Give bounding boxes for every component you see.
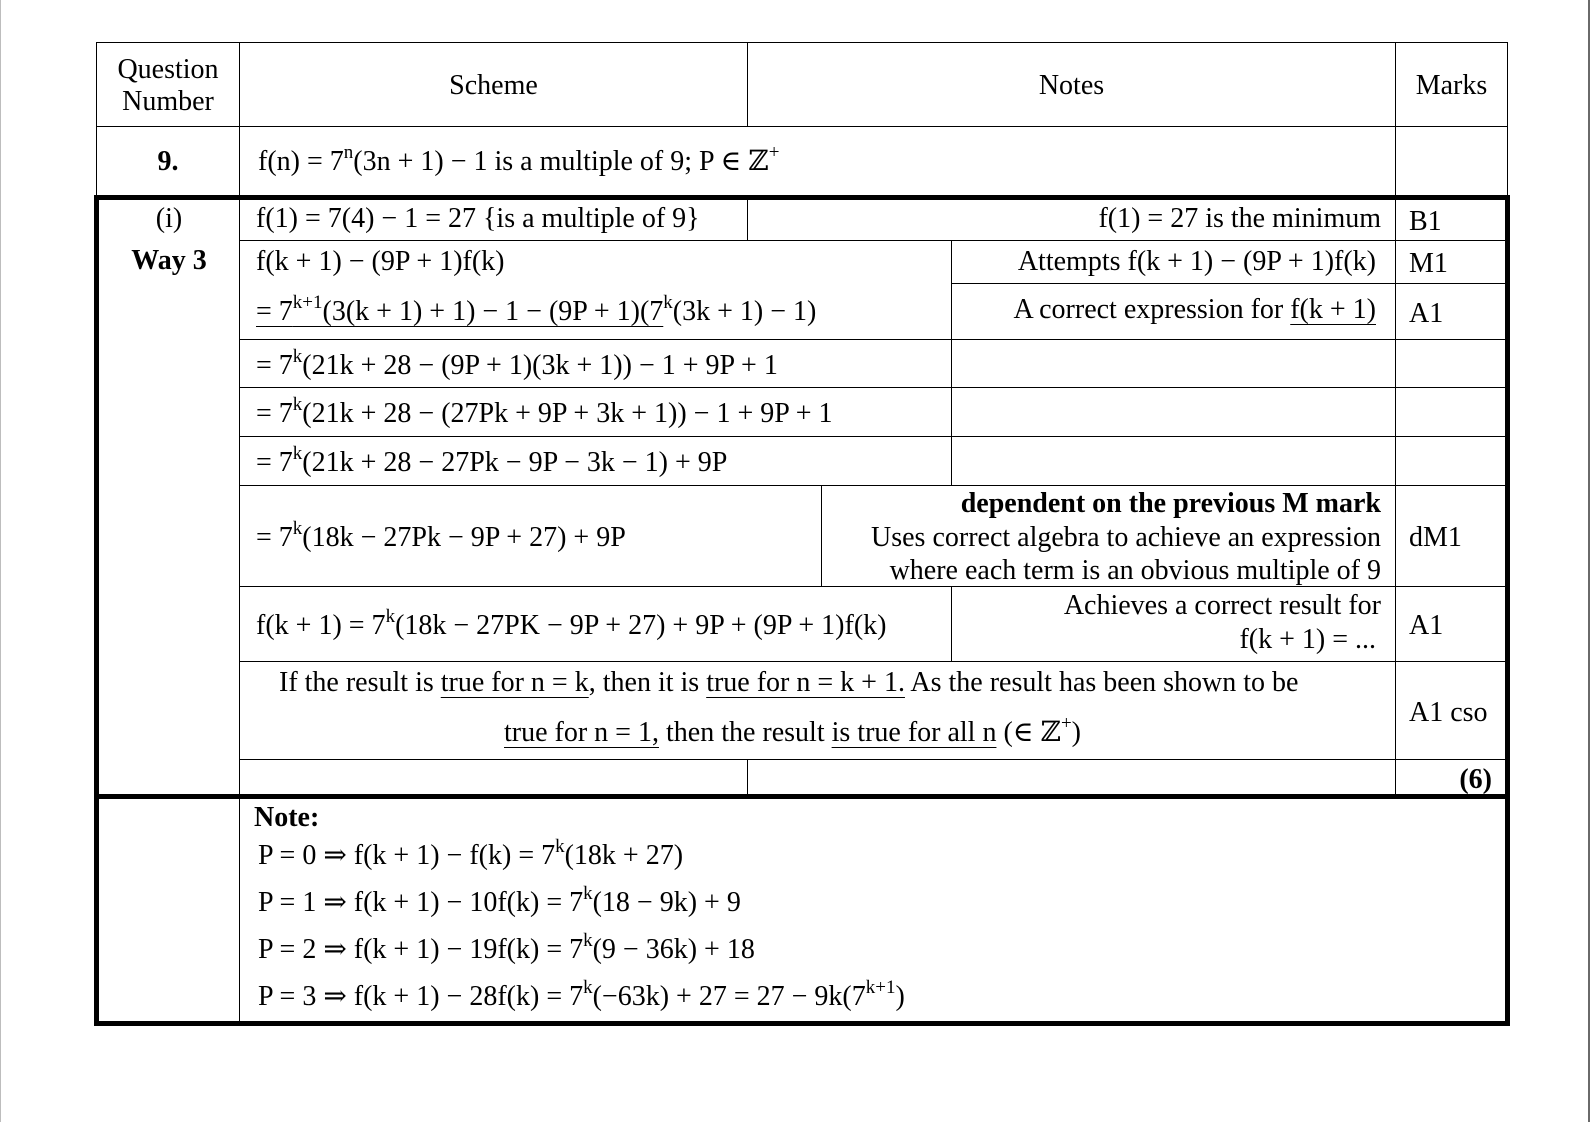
note-multiple: where each term is an obvious multiple of 9 [889,555,1381,586]
note-result-expr: f(k + 1) = ... [1239,624,1376,655]
note-p3: P = 3 ⇒ $f(k + 1) - 28f(k) = 7^k(-63k) + 27 = 27 - 9k(7^{k+1})$ [258,976,905,1012]
conclusion-line-2: true for n = 1, then the result is true for all n (∈ ℤ+) [504,712,1081,748]
mark-a1-second: A1 [1409,610,1444,641]
header-marks: Marks [1415,70,1488,101]
total-marks: (6) [1459,764,1492,795]
note-result: Achieves a correct result for [1063,590,1381,621]
note-line-3: A correct expression for f(k + 1) [1013,294,1376,325]
part-label: (i) [155,203,183,234]
header-notes: Notes [1038,70,1105,101]
scheme-line-7: = $7^k(18k - 27Pk - 9P + 27) + 9P$ [256,517,626,553]
conclusion-line-1: If the result is true for n = k, then it is true for n = k + 1. As the result has been shown to be [279,667,1299,698]
scheme-line-6: = $7^k(21k + 28 - 27Pk - 9P - 3k - 1) + 9P$ [256,442,728,478]
note-title: Note: [254,802,320,833]
scheme-line-1: f(1) = 7(4) − 1 = 27 {is a multiple of 9} [256,203,700,234]
note-line-1: f(1) = 27 is the minimum [1098,203,1381,234]
scheme-line-3: = $7^{k+1}(3(k + 1) + 1) - 1 - (9P + 1)(7^k(3k + 1) - 1)$ [256,291,817,327]
mark-m1: M1 [1409,248,1448,279]
scheme-line-8: $f(k + 1) = 7^k(18k - 27PK - 9P + 27) + 9P + (9P + 1)f(k)$ [256,605,887,641]
note-p2: P = 2 ⇒ $f(k + 1) - 19f(k) = 7^k(9 - 36k) + 18$ [258,929,755,965]
header-scheme: Scheme [449,70,538,101]
note-algebra: Uses correct algebra to achieve an expression [871,522,1381,553]
scheme-line-4: = $7^k(21k + 28 - (9P + 1)(3k + 1)) - 1 + 9P + 1$ [256,345,778,381]
mark-b1: B1 [1409,206,1442,237]
mark-dm1: dM1 [1409,522,1462,553]
scheme-line-5: = $7^k(21k + 28 - (27Pk + 9P + 3k + 1)) - 1 + 9P + 1$ [256,393,833,429]
header-question-number: Question Number [117,54,219,117]
note-dependent: dependent on the previous M mark [960,488,1381,519]
question-statement: $f(n) = 7^n(3n + 1) - 1$ is a multiple of 9; P ∈ ℤ+ [258,141,780,177]
mark-a1-first: A1 [1409,298,1444,329]
method-label: Way 3 [131,245,207,276]
note-p1: P = 1 ⇒ $f(k + 1) - 10f(k) = 7^k(18 - 9k) + 9$ [258,882,741,918]
note-line-2: Attempts f(k + 1) − (9P + 1)f(k) [1017,246,1376,277]
note-p0: P = 0 ⇒ $f(k + 1) - f(k) = 7^k(18k + 27)$ [258,835,684,871]
mark-a1-cso: A1 cso [1409,697,1488,728]
question-number: 9. [157,146,179,177]
scheme-line-2: f(k + 1) − (9P + 1)f(k) [256,246,505,277]
